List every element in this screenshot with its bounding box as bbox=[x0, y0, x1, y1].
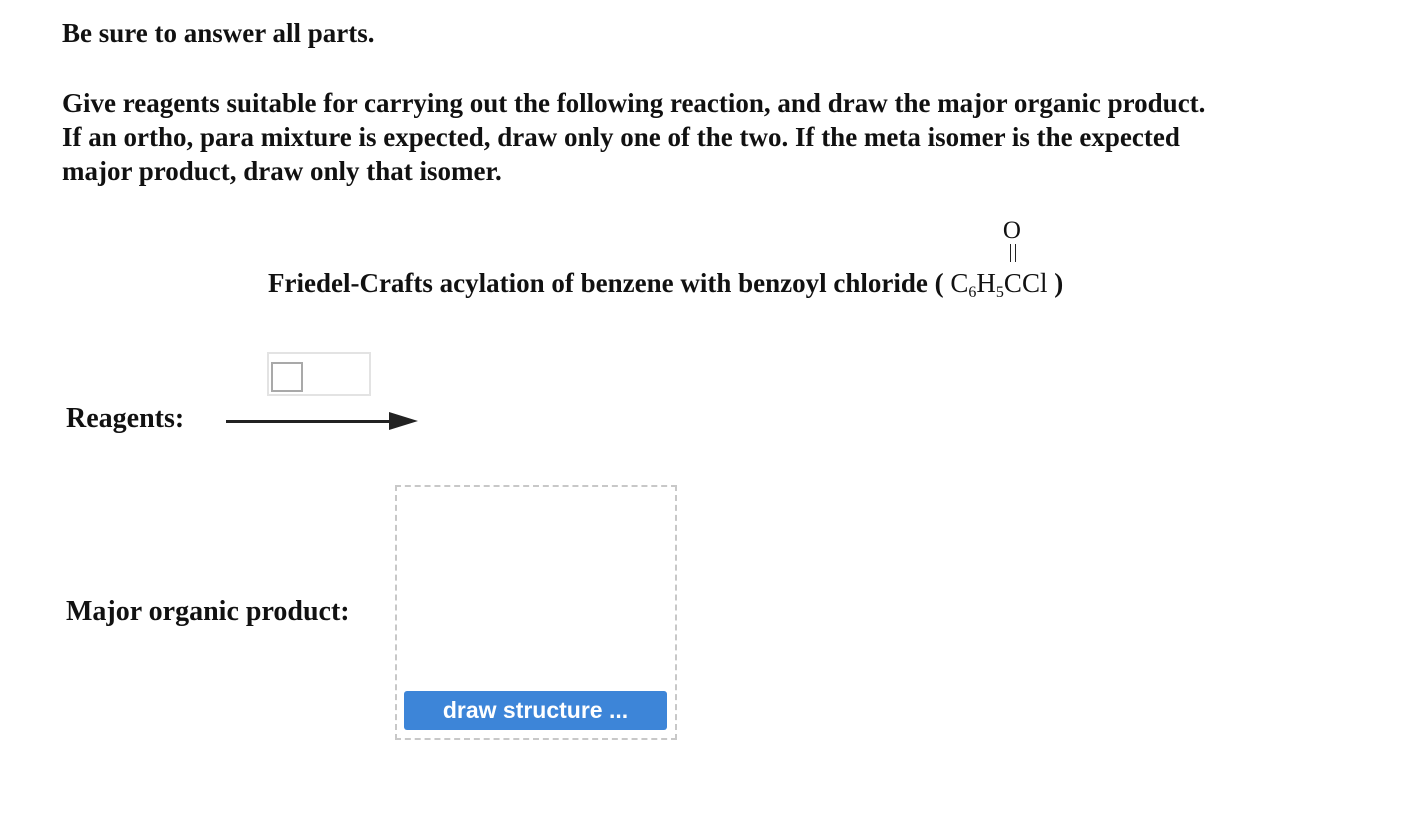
reaction-text: Friedel-Crafts acylation of benzene with benzoyl chloride bbox=[268, 268, 928, 298]
reaction-description bbox=[268, 217, 1064, 301]
reagent-input-box[interactable] bbox=[267, 352, 371, 396]
question-line-3: major product, draw only that isomer. bbox=[62, 156, 502, 186]
benzoyl-chloride-formula: $C_6H_5$ O CCl bbox=[950, 217, 1048, 301]
close-paren: ) bbox=[1054, 268, 1064, 298]
instructions-text: Be sure to answer all parts. bbox=[62, 18, 375, 48]
reaction-arrow bbox=[226, 420, 401, 423]
question-line-2: If an ortho, para mixture is expected, draw only one of the two. If the meta isomer is the expected bbox=[62, 122, 1180, 152]
carbonyl-carbon: O C bbox=[1002, 217, 1022, 298]
draw-structure-button[interactable]: draw structure ... bbox=[404, 691, 667, 730]
reagent-input-field[interactable] bbox=[271, 362, 303, 392]
question-line-1: Give reagents suitable for carrying out the following reaction, and draw the major organic product. bbox=[62, 88, 1206, 118]
major-product-label: Major organic product: bbox=[66, 596, 350, 627]
reagents-label: Reagents: bbox=[66, 403, 185, 434]
carbonyl-oxygen: O bbox=[1002, 217, 1021, 244]
arrow-head-icon bbox=[389, 412, 418, 430]
double-bond bbox=[1010, 244, 1016, 262]
open-paren: ( bbox=[934, 268, 944, 298]
question-text bbox=[62, 86, 1382, 188]
